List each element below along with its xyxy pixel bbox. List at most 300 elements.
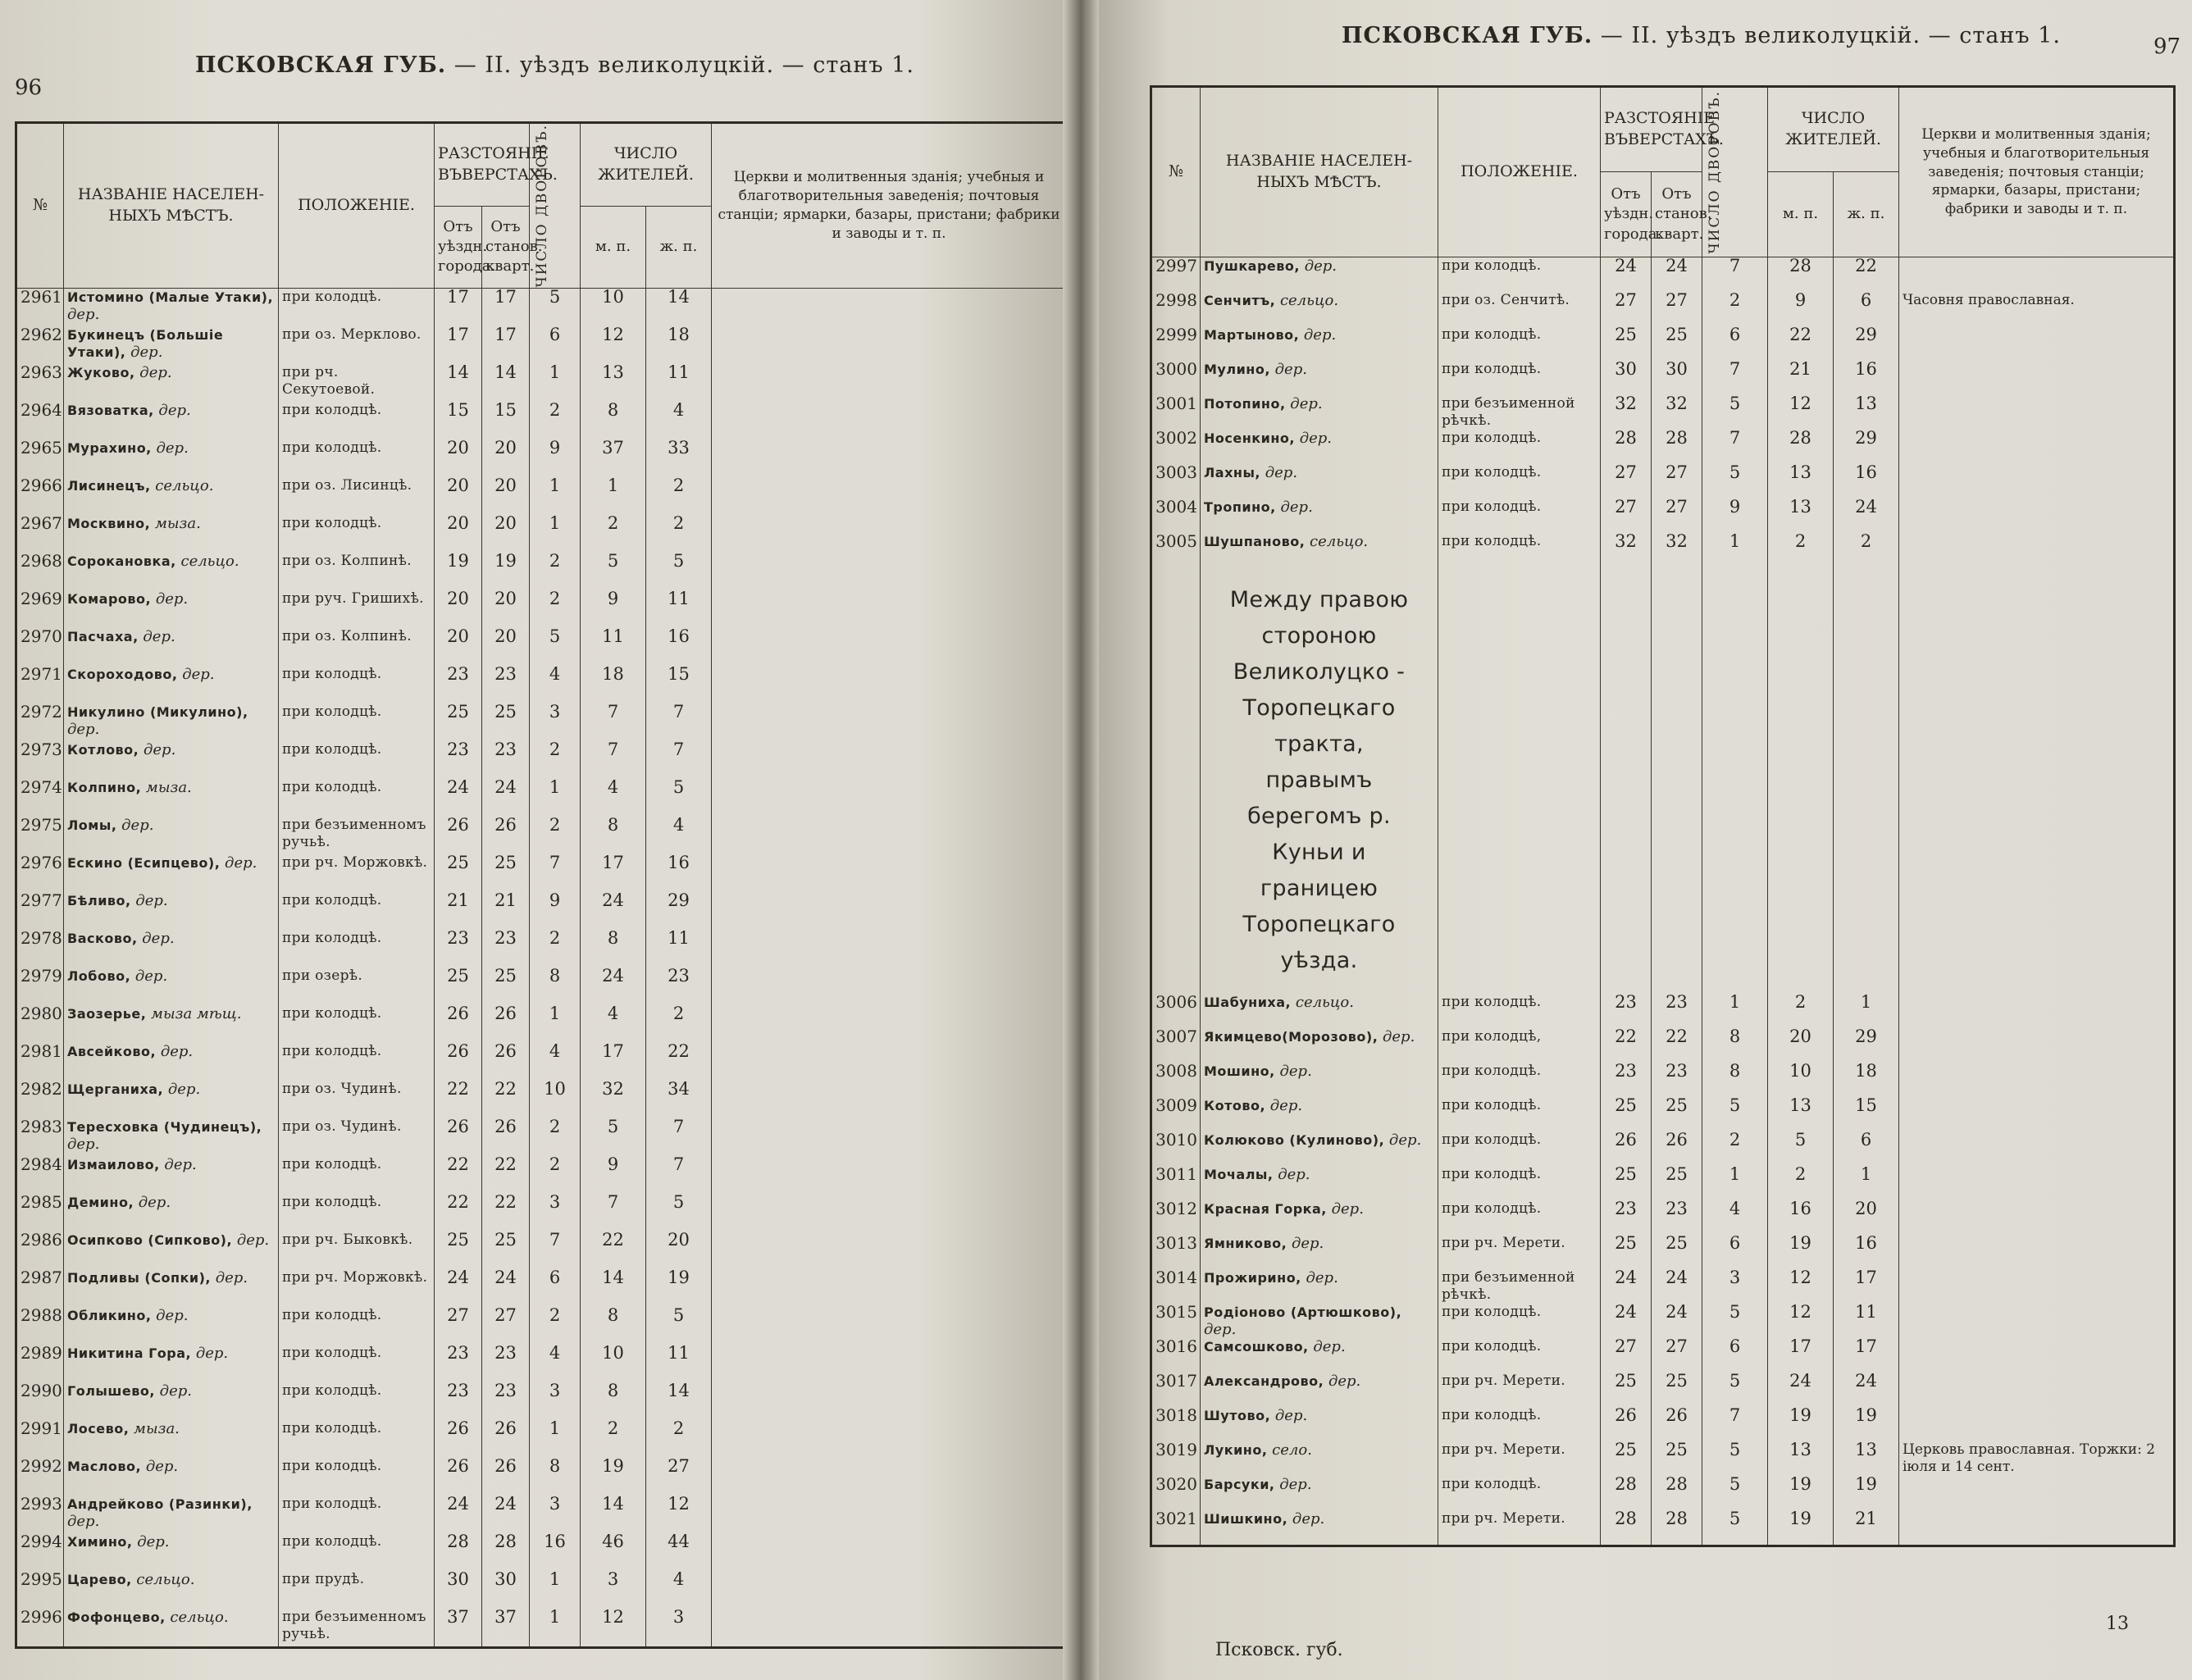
- female-count: 15: [646, 666, 712, 703]
- yard-count: 6: [1702, 1338, 1768, 1373]
- row-number: 2992: [16, 1458, 64, 1496]
- table-row: [16, 364, 1068, 402]
- female-count: 19: [646, 1269, 712, 1307]
- male-count: 19: [1768, 1407, 1834, 1441]
- yard-count: 7: [1702, 361, 1768, 395]
- settlement-name-text: Вязоватка,: [67, 402, 154, 418]
- notes: [712, 1118, 1068, 1156]
- female-count: 13: [1834, 395, 1899, 430]
- male-count: 10: [1768, 1063, 1834, 1097]
- position: при колодцѣ.: [1438, 994, 1601, 1028]
- male-count: 46: [581, 1533, 646, 1571]
- notes: [1899, 1063, 2175, 1097]
- distance-from-town: 15: [435, 402, 482, 439]
- settlement-name-text: Демино,: [67, 1194, 134, 1210]
- row-number: 2999: [1151, 326, 1201, 361]
- notes: [712, 703, 1068, 741]
- male-count: 13: [1768, 499, 1834, 533]
- distance-from-town: 30: [435, 1571, 482, 1609]
- position: при колодцѣ.: [1438, 1338, 1601, 1373]
- distance-from-town: 25: [1601, 1166, 1652, 1200]
- table-row: [16, 288, 1068, 326]
- col-dist-stan-header: Отъ станов. кварт.: [482, 206, 530, 288]
- notes: [1899, 1510, 2175, 1546]
- male-count: 7: [581, 741, 646, 779]
- female-count: 14: [646, 1382, 712, 1420]
- settlement-type: мыза мѣщ.: [151, 1004, 242, 1022]
- row-number: 3021: [1151, 1510, 1201, 1546]
- settlement-name-text: Истомино (Малые Утаки),: [67, 289, 274, 305]
- table-row: [1151, 430, 2175, 464]
- position: при колодцѣ.: [279, 439, 435, 477]
- notes: Часовня православная.: [1899, 292, 2175, 326]
- table-row: [16, 967, 1068, 1005]
- female-count: 4: [646, 817, 712, 854]
- settlement-name-text: Тересховка (Чудинецъ),: [67, 1118, 262, 1135]
- settlement-name: [64, 326, 279, 364]
- settlement-type: дер.: [1292, 1510, 1325, 1527]
- settlement-name: [64, 666, 279, 703]
- table-row: [1151, 1476, 2175, 1510]
- row-number: 2965: [16, 439, 64, 477]
- settlement-name: [64, 703, 279, 741]
- distance-from-stan: 25: [482, 967, 530, 1005]
- notes: [712, 1156, 1068, 1194]
- yard-count: 5: [1702, 1373, 1768, 1407]
- notes: [712, 1533, 1068, 1571]
- distance-from-town: 26: [1601, 1131, 1652, 1166]
- male-count: 12: [581, 1609, 646, 1648]
- distance-from-town: 28: [435, 1533, 482, 1571]
- table-row: [16, 1307, 1068, 1345]
- left-settlements-table: [15, 121, 1069, 1649]
- female-count: 17: [1834, 1338, 1899, 1373]
- table-row: [16, 1043, 1068, 1081]
- settlement-name-text: Красная Горка,: [1204, 1201, 1327, 1217]
- row-number: 2998: [1151, 292, 1201, 326]
- male-count: 13: [1768, 1441, 1834, 1476]
- female-count: 11: [646, 930, 712, 967]
- distance-from-town: 23: [435, 930, 482, 967]
- settlement-name-text: Ломы,: [67, 817, 117, 833]
- row-number: 2971: [16, 666, 64, 703]
- settlement-name: [64, 930, 279, 967]
- notes: [1899, 430, 2175, 464]
- book-gutter: [1063, 0, 1099, 1680]
- settlement-name-text: Никитина Гора,: [67, 1345, 192, 1361]
- col-notes-header: Церкви и молитвенныя зданія; учебныя и благотворительныя заведенія; почтовыя станціи; ярмарки, базары, пристани; фабрики и заводы и т. п.: [1899, 87, 2175, 257]
- settlement-type: дер.: [145, 1457, 179, 1475]
- settlement-type: сельцо.: [180, 552, 239, 570]
- yard-count: 7: [1702, 257, 1768, 293]
- position: при колодцѣ.: [279, 1458, 435, 1496]
- distance-from-town: 17: [435, 326, 482, 364]
- position: при оз. Колпинѣ.: [279, 553, 435, 590]
- male-count: 19: [1768, 1476, 1834, 1510]
- distance-from-town: 24: [435, 1496, 482, 1533]
- left-page-number: 96: [15, 75, 43, 100]
- settlement-name-text: Васково,: [67, 930, 138, 946]
- distance-from-stan: 32: [1652, 533, 1702, 567]
- yard-count: 2: [530, 590, 581, 628]
- female-count: 12: [646, 1496, 712, 1533]
- table-row: [1151, 361, 2175, 395]
- col-number-header: №: [16, 123, 64, 289]
- table-row: [16, 402, 1068, 439]
- male-count: 7: [581, 1194, 646, 1232]
- notes: [712, 1420, 1068, 1458]
- row-number: 2988: [16, 1307, 64, 1345]
- settlement-type: дер.: [134, 967, 168, 985]
- col-population-header: ЧИСЛО ЖИТЕЛЕЙ.: [1768, 87, 1899, 172]
- distance-from-stan: 27: [1652, 464, 1702, 499]
- settlement-name-text: Заозерье,: [67, 1005, 147, 1022]
- distance-from-town: 27: [1601, 464, 1652, 499]
- position: при колодцѣ.: [279, 1156, 435, 1194]
- position: при безъименной рѣчкѣ.: [1438, 395, 1601, 430]
- distance-from-stan: 23: [482, 1345, 530, 1382]
- notes: [712, 1458, 1068, 1496]
- settlement-name-text: Потопино,: [1204, 396, 1286, 412]
- distance-from-town: 26: [1601, 1407, 1652, 1441]
- settlement-type: дер.: [1204, 1321, 1237, 1338]
- settlement-name-text: Колюково (Кулиново),: [1204, 1132, 1385, 1148]
- position: при колодцѣ.: [279, 515, 435, 553]
- row-number: 3019: [1151, 1441, 1201, 1476]
- distance-from-stan: 25: [1652, 1373, 1702, 1407]
- distance-from-town: 24: [1601, 1304, 1652, 1338]
- table-row: [1151, 464, 2175, 499]
- female-count: 18: [646, 326, 712, 364]
- male-count: 18: [581, 666, 646, 703]
- settlement-type: дер.: [138, 1193, 171, 1211]
- table-row: [1151, 1373, 2175, 1407]
- distance-from-stan: 25: [482, 854, 530, 892]
- settlement-type: дер.: [1313, 1338, 1346, 1355]
- yard-count: 2: [530, 930, 581, 967]
- col-yards-header: [1702, 87, 1768, 257]
- col-female-header: ж. п.: [646, 206, 712, 288]
- distance-from-stan: 22: [1652, 1028, 1702, 1063]
- distance-from-stan: 23: [1652, 994, 1702, 1028]
- settlement-type: дер.: [160, 1042, 194, 1060]
- position: при колодцѣ.: [279, 666, 435, 703]
- yard-count: 3: [530, 1194, 581, 1232]
- settlement-type: сельцо.: [1310, 533, 1369, 550]
- row-number: 3017: [1151, 1373, 1201, 1407]
- male-count: 22: [581, 1232, 646, 1269]
- distance-from-stan: 28: [482, 1533, 530, 1571]
- row-number: 2984: [16, 1156, 64, 1194]
- settlement-type: дер.: [1299, 430, 1333, 447]
- male-count: 8: [581, 1382, 646, 1420]
- settlement-name: [64, 1005, 279, 1043]
- yard-count: 4: [530, 1345, 581, 1382]
- female-count: 5: [646, 1307, 712, 1345]
- yard-count: 3: [530, 1496, 581, 1533]
- male-count: 14: [581, 1269, 646, 1307]
- right-table-header: [1151, 87, 2175, 257]
- yard-count: 8: [530, 967, 581, 1005]
- row-number: 2980: [16, 1005, 64, 1043]
- female-count: 4: [646, 1571, 712, 1609]
- settlement-type: дер.: [164, 1155, 197, 1173]
- col-position-header: ПОЛОЖЕНІЕ.: [1438, 87, 1601, 257]
- male-count: 2: [1768, 994, 1834, 1028]
- row-number: 3013: [1151, 1235, 1201, 1269]
- distance-from-town: 25: [1601, 1235, 1652, 1269]
- position: при рч. Мерети.: [1438, 1235, 1601, 1269]
- distance-from-stan: 28: [1652, 1476, 1702, 1510]
- distance-from-town: 24: [435, 1269, 482, 1307]
- distance-from-stan: 28: [1652, 430, 1702, 464]
- settlement-type: дер.: [225, 854, 257, 872]
- male-count: 2: [1768, 1166, 1834, 1200]
- distance-from-town: 27: [1601, 292, 1652, 326]
- male-count: 28: [1768, 257, 1834, 293]
- row-number: 3008: [1151, 1063, 1201, 1097]
- settlement-type: дер.: [130, 343, 163, 361]
- female-count: 2: [646, 1420, 712, 1458]
- female-count: 5: [646, 553, 712, 590]
- male-count: 19: [1768, 1510, 1834, 1546]
- position: при колодцѣ.: [1438, 1131, 1601, 1166]
- yard-count: 6: [1702, 326, 1768, 361]
- distance-from-town: 23: [435, 741, 482, 779]
- notes: [1899, 1269, 2175, 1304]
- female-count: 16: [646, 854, 712, 892]
- settlement-name-text: Ескино (Есипцево),: [67, 854, 221, 871]
- settlement-name-text: Родіоново (Артюшково),: [1204, 1304, 1402, 1320]
- settlement-type: дер.: [156, 1306, 189, 1324]
- settlement-type: дер.: [1306, 1269, 1338, 1286]
- right-running-head: [1342, 23, 2061, 48]
- settlement-name: [1201, 1166, 1438, 1200]
- notes: [712, 1382, 1068, 1420]
- distance-from-stan: 25: [482, 703, 530, 741]
- settlement-type: мыза.: [154, 514, 201, 532]
- table-row: [16, 817, 1068, 854]
- yard-count: 5: [1702, 1441, 1768, 1476]
- distance-from-stan: 27: [482, 1307, 530, 1345]
- distance-from-town: 22: [1601, 1028, 1652, 1063]
- distance-from-town: 25: [1601, 1441, 1652, 1476]
- male-count: 32: [581, 1081, 646, 1118]
- row-number: 3018: [1151, 1407, 1201, 1441]
- yard-count: 1: [530, 364, 581, 402]
- yard-count: 2: [530, 741, 581, 779]
- distance-from-town: 26: [435, 1005, 482, 1043]
- settlement-name: [64, 402, 279, 439]
- settlement-name: [64, 779, 279, 817]
- male-count: 24: [581, 892, 646, 930]
- table-row: [1151, 1063, 2175, 1097]
- male-count: 17: [1768, 1338, 1834, 1373]
- female-count: 2: [646, 477, 712, 515]
- right-settlements-table: [1150, 85, 2176, 1547]
- distance-from-stan: 26: [1652, 1407, 1702, 1441]
- position: при колодцѣ.: [279, 1345, 435, 1382]
- table-row: [16, 892, 1068, 930]
- distance-from-stan: 25: [1652, 1166, 1702, 1200]
- female-count: 17: [1834, 1269, 1899, 1304]
- distance-from-stan: 26: [482, 1420, 530, 1458]
- male-count: 5: [581, 1118, 646, 1156]
- row-number: 2968: [16, 553, 64, 590]
- yard-count: 5: [1702, 1510, 1768, 1546]
- settlement-name-text: Тропино,: [1204, 499, 1276, 515]
- female-count: 22: [1834, 257, 1899, 293]
- male-count: 19: [581, 1458, 646, 1496]
- position: при колодцѣ.: [1438, 1476, 1601, 1510]
- distance-from-town: 23: [1601, 1200, 1652, 1235]
- male-count: 7: [581, 703, 646, 741]
- female-count: 21: [1834, 1510, 1899, 1546]
- settlement-name-text: Жуково,: [67, 364, 135, 380]
- notes: [712, 967, 1068, 1005]
- distance-from-town: 22: [435, 1156, 482, 1194]
- left-table-header: [16, 123, 1068, 289]
- settlement-type: сельцо.: [1279, 292, 1339, 309]
- notes: [712, 1081, 1068, 1118]
- row-number: 3004: [1151, 499, 1201, 533]
- table-row: [16, 741, 1068, 779]
- distance-from-town: 32: [1601, 395, 1652, 430]
- table-row: [16, 477, 1068, 515]
- table-row: [1151, 1269, 2175, 1304]
- yard-count: 5: [1702, 395, 1768, 430]
- distance-from-stan: 14: [482, 364, 530, 402]
- row-number: 2970: [16, 628, 64, 666]
- settlement-type: сельцо.: [170, 1608, 229, 1626]
- settlement-type: мыза.: [145, 778, 192, 796]
- distance-from-stan: 24: [1652, 1269, 1702, 1304]
- yard-count: 5: [530, 628, 581, 666]
- notes: [712, 854, 1068, 892]
- settlement-name: [1201, 994, 1438, 1028]
- table-row: [16, 1345, 1068, 1382]
- position: при рч. Секутоевой.: [279, 364, 435, 402]
- distance-from-stan: 25: [482, 1232, 530, 1269]
- female-count: 16: [1834, 464, 1899, 499]
- col-yards-header: [530, 123, 581, 289]
- yard-count: 2: [530, 402, 581, 439]
- female-count: 16: [646, 628, 712, 666]
- distance-from-stan: 26: [1652, 1131, 1702, 1166]
- male-count: 8: [581, 402, 646, 439]
- male-count: 4: [581, 1005, 646, 1043]
- distance-from-town: 25: [1601, 326, 1652, 361]
- female-count: 19: [1834, 1407, 1899, 1441]
- distance-from-stan: 30: [482, 1571, 530, 1609]
- settlement-type: дер.: [143, 740, 176, 758]
- yard-count: 7: [1702, 430, 1768, 464]
- row-number: 2996: [16, 1609, 64, 1648]
- male-count: 20: [1768, 1028, 1834, 1063]
- female-count: 11: [646, 1345, 712, 1382]
- row-number: 2977: [16, 892, 64, 930]
- left-running-head-province: ПСКОВСКАЯ ГУБ.: [195, 52, 447, 78]
- settlement-name: [1201, 1028, 1438, 1063]
- table-row: [16, 515, 1068, 553]
- settlement-type: дер.: [156, 439, 189, 457]
- female-count: 5: [646, 779, 712, 817]
- female-count: 20: [646, 1232, 712, 1269]
- yard-count: 6: [530, 326, 581, 364]
- position: при оз. Мерклово.: [279, 326, 435, 364]
- distance-from-stan: 26: [482, 1043, 530, 1081]
- position: при колодцѣ.: [279, 741, 435, 779]
- settlement-name: [1201, 395, 1438, 430]
- distance-from-stan: 17: [482, 288, 530, 326]
- settlement-type: дер.: [67, 720, 100, 738]
- notes: [712, 741, 1068, 779]
- distance-from-town: 37: [435, 1609, 482, 1648]
- distance-from-town: 21: [435, 892, 482, 930]
- yard-count: 3: [1702, 1269, 1768, 1304]
- female-count: 7: [646, 741, 712, 779]
- position: при колодцѣ.: [1438, 1407, 1601, 1441]
- yard-count: 7: [530, 1232, 581, 1269]
- right-table-body-b: [1151, 994, 2175, 1546]
- settlement-type: дер.: [1303, 326, 1337, 344]
- settlement-type: сельцо.: [1295, 994, 1354, 1011]
- row-number: 2986: [16, 1232, 64, 1269]
- female-count: 16: [1834, 1235, 1899, 1269]
- distance-from-town: 27: [435, 1307, 482, 1345]
- male-count: 14: [581, 1496, 646, 1533]
- female-count: 24: [1834, 1373, 1899, 1407]
- distance-from-stan: 26: [482, 817, 530, 854]
- male-count: 2: [1768, 533, 1834, 567]
- distance-from-stan: 20: [482, 628, 530, 666]
- male-count: 10: [581, 288, 646, 326]
- row-number: 2966: [16, 477, 64, 515]
- yard-count: 5: [1702, 1476, 1768, 1510]
- table-row: [16, 1382, 1068, 1420]
- table-row: [1151, 533, 2175, 567]
- male-count: 9: [581, 590, 646, 628]
- settlement-name-text: Мулино,: [1204, 362, 1270, 377]
- yard-count: 3: [530, 703, 581, 741]
- row-number: 2994: [16, 1533, 64, 1571]
- notes: [712, 1345, 1068, 1382]
- settlement-name-text: Подливы (Сопки),: [67, 1269, 211, 1286]
- col-distance-header: РАЗСТОЯНІЕ ВЪВЕРСТАХЪ.: [435, 123, 530, 207]
- male-count: 5: [1768, 1131, 1834, 1166]
- settlement-name-text: Никулино (Микулино),: [67, 703, 248, 720]
- notes: [1899, 1166, 2175, 1200]
- female-count: 16: [1834, 361, 1899, 395]
- row-number: 2974: [16, 779, 64, 817]
- distance-from-stan: 19: [482, 553, 530, 590]
- female-count: 27: [646, 1458, 712, 1496]
- row-number: 3011: [1151, 1166, 1201, 1200]
- position: при колодцѣ.: [279, 1533, 435, 1571]
- yard-count: 1: [530, 1571, 581, 1609]
- position: при колодцѣ.: [1438, 464, 1601, 499]
- row-number: 2993: [16, 1496, 64, 1533]
- settlement-name-text: Якимцево(Морозово),: [1204, 1029, 1379, 1045]
- position: при оз. Чудинѣ.: [279, 1081, 435, 1118]
- settlement-name: [64, 553, 279, 590]
- row-number: 2991: [16, 1420, 64, 1458]
- row-number: 3001: [1151, 395, 1201, 430]
- settlement-name: [64, 1458, 279, 1496]
- row-number: 2975: [16, 817, 64, 854]
- yard-count: 5: [530, 288, 581, 326]
- settlement-name-text: Ямниково,: [1204, 1236, 1287, 1251]
